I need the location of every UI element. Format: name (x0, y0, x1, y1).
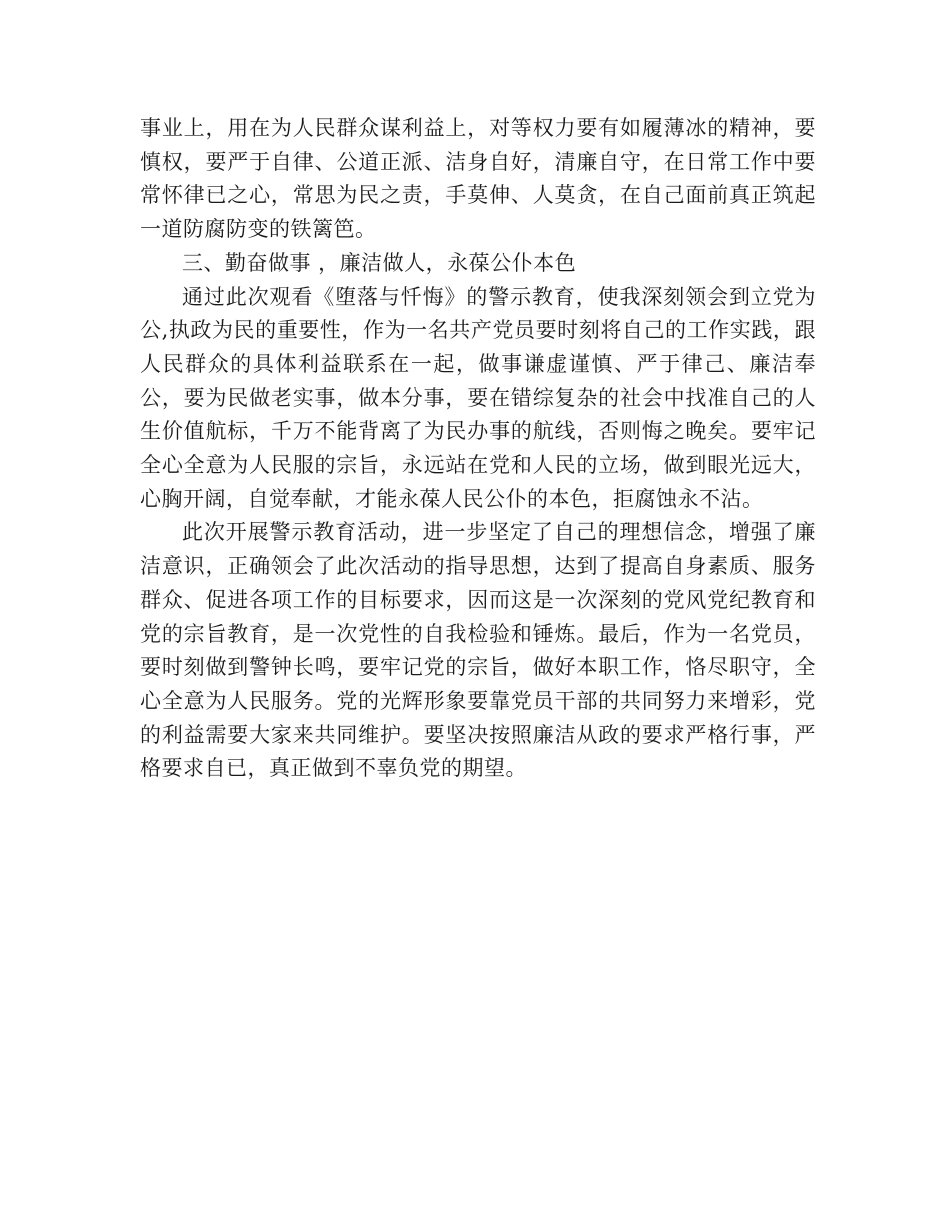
document-body (140, 112, 816, 786)
paragraph-warning-education: 通过此次观看《堕落与忏悔》的警示教育，使我深刻领会到立党为公,执政为民的重要性，作为一名共产党员要时刻将自己的工作实践，跟人民群众的具体利益联系在一起，做事谦虚谨慎、严于律己、廉洁奉公，要为民做老实事，做本分事，要在错综复杂的社会中找准自己的人生价值航标，千万不能背离了为民办事的航线，否则悔之晚矣。要牢记全心全意为人民服的宗旨，永远站在党和人民的立场，做到眼光远大，心胸开阔，自觉奉献，才能永葆人民公仆的本色，拒腐蚀永不沾。 (140, 284, 816, 511)
section-heading: 三、勤奋做事 ，廉洁做人，永葆公仆本色 (182, 250, 577, 275)
paragraph-continuation: 事业上，用在为人民群众谋利益上，对等权力要有如履薄冰的精神，要慎权，要严于自律、公道正派、洁身自好，清廉自守，在日常工作中要常怀律已之心，常思为民之责，手莫伸、人莫贪，在自己面前真正筑起一道防腐防变的铁篱笆。 (140, 116, 816, 242)
paragraph-conclusion: 此次开展警示教育活动，进一步坚定了自己的理想信念，增强了廉洁意识，正确领会了此次活动的指导思想，达到了提高自身素质、服务群众、促进各项工作的目标要求，因而这是一次深刻的党风党纪教育和党的宗旨教育，是一次党性的自我检验和锤炼。最后，作为一名党员，要时刻做到警钟长鸣，要牢记党的宗旨，做好本职工作，恪尽职守，全心全意为人民服务。党的光辉形象要靠党员干部的共同努力来增彩，党的利益需要大家来共同维护。要坚决按照廉洁从政的要求严格行事，严格要求自已，真正做到不辜负党的期望。 (140, 520, 816, 781)
